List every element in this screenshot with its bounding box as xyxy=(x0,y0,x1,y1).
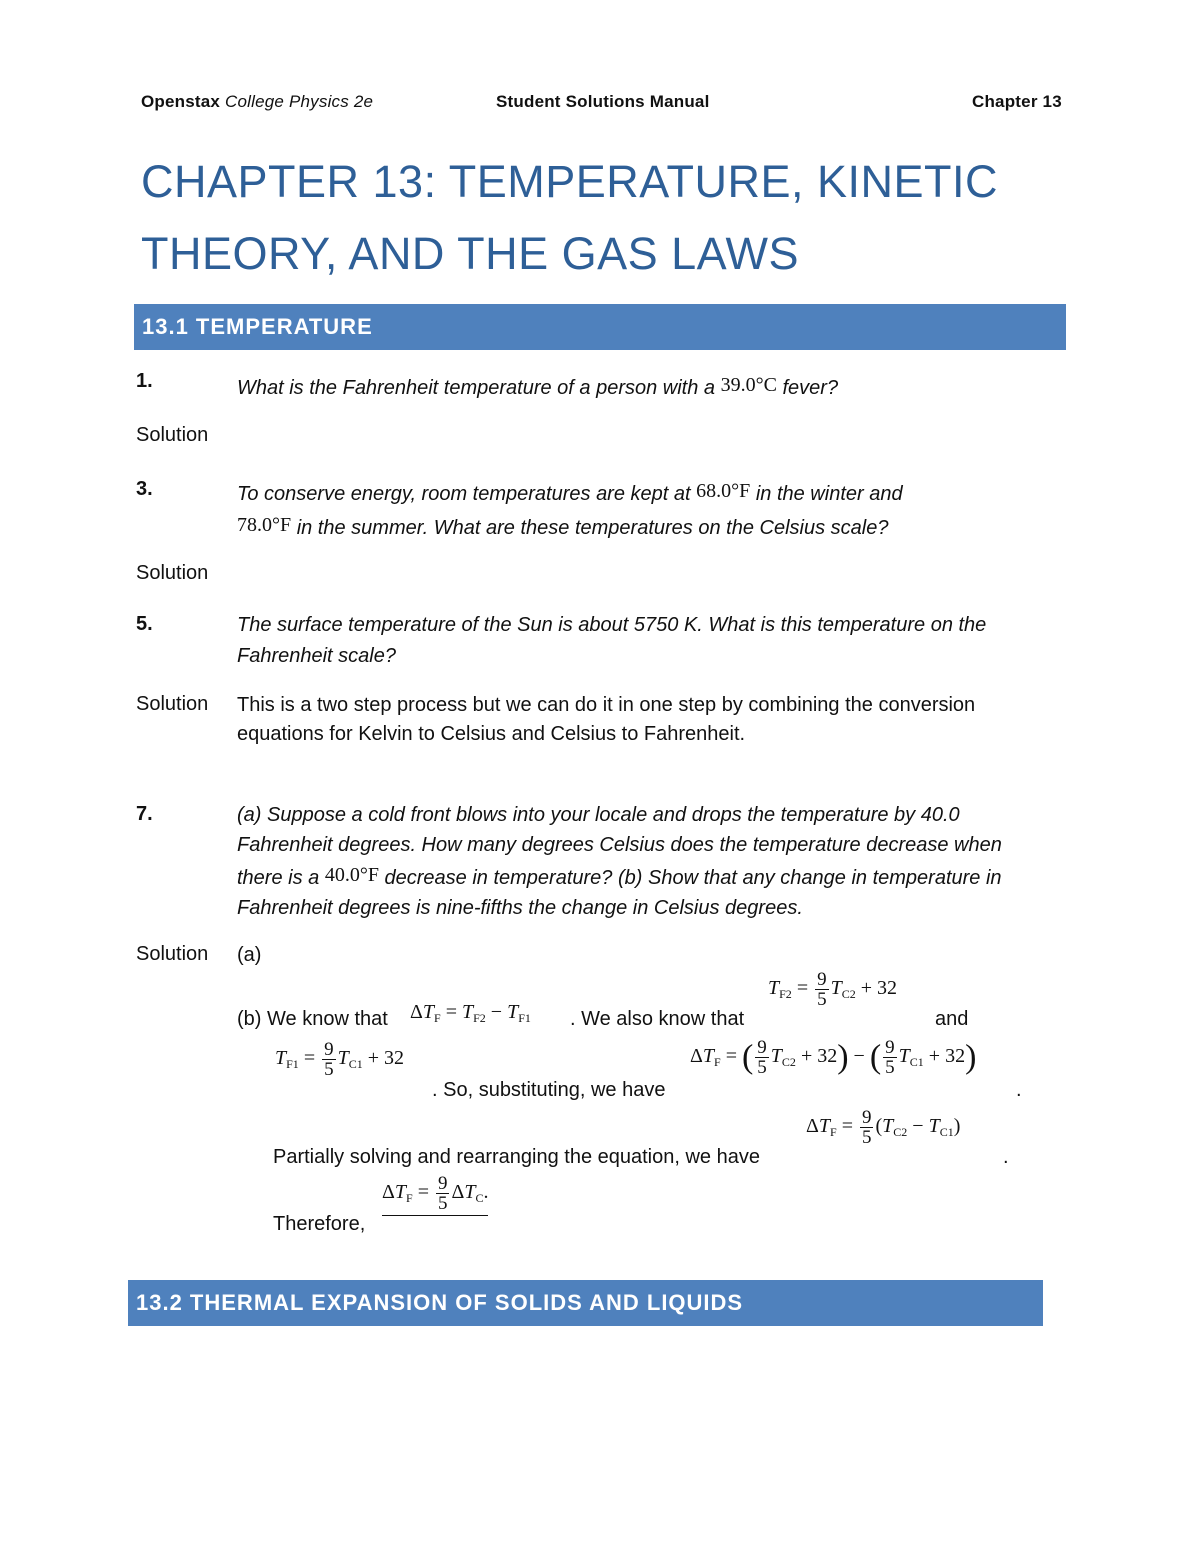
solution-part-a: (a) xyxy=(237,944,262,966)
equation-delta-tf: $\Delta T_F = T_{F2} - T_{F1}$ xyxy=(410,1001,531,1025)
temperature-value: 40.0°F xyxy=(324,864,379,886)
header-left: Openstax College Physics 2e xyxy=(141,92,374,111)
problem-number: 7. xyxy=(136,803,153,825)
problem-number: 5. xyxy=(136,613,153,635)
equation-tf2: $T_{F2}$ = $\frac{9}{5}$ $T_{C2} + 32$ xyxy=(768,969,898,1010)
solution-text: Therefore, xyxy=(273,1213,366,1235)
solution-text: (b) We know that xyxy=(237,1008,388,1030)
problem-3-question: To conserve energy, room temperatures are kept at 68.0°F in the winter and 78.0°F in the summer. What are these temperatures on the Celsius scale? xyxy=(237,480,903,539)
period: . xyxy=(1003,1146,1009,1168)
solution-label: Solution xyxy=(136,943,209,965)
problem-number: 1. xyxy=(136,370,153,392)
section-heading-13-1: 13.1 TEMPERATURE xyxy=(134,304,1066,350)
equation-tf1: $T_{F1}$ = $\frac{9}{5}$ $T_{C1} + 32$ xyxy=(275,1039,405,1080)
period: . xyxy=(1016,1079,1022,1101)
solution-label: Solution xyxy=(136,693,209,715)
temperature-value: 78.0°F xyxy=(237,514,292,536)
solution-text: Partially solving and rearranging the equation, we have xyxy=(273,1146,760,1168)
temperature-value: 39.0°C xyxy=(720,374,777,396)
section-heading-13-2: 13.2 THERMAL EXPANSION OF SOLIDS AND LIQUIDS xyxy=(128,1280,1043,1326)
header-center: Student Solutions Manual xyxy=(496,92,710,111)
problem-1-question: What is the Fahrenheit temperature of a person with a 39.0°C fever? xyxy=(237,374,839,399)
problem-5-question: The surface temperature of the Sun is about 5750 K. What is this temperature on the Fahrenheit scale? xyxy=(237,614,987,667)
equation-substituted: $\Delta T_F$ = ( $\frac{9}{5}$ $T_{C2} + 32$) − ( $\frac{9}{5}$ $T_{C1} + 32$) xyxy=(690,1037,977,1078)
problem-number: 3. xyxy=(136,478,153,500)
solution-text: and xyxy=(935,1008,969,1030)
equation-final-result: $\Delta T_F$ = $\frac{9}{5}$ $\Delta T_C$. xyxy=(382,1173,489,1214)
solution-label: Solution xyxy=(136,424,209,446)
solution-text: . So, substituting, we have xyxy=(432,1079,666,1101)
problem-5-solution: This is a two step process but we can do it in one step by combining the conversion equations for Kelvin to Celsius and Celsius to Fahrenheit. xyxy=(237,694,976,745)
header-right: Chapter 13 xyxy=(972,92,1062,111)
equation-rearranged: $\Delta T_F$ = $\frac{9}{5}$ $(T_{C2} - T_{C1})$ xyxy=(806,1107,961,1148)
solution-label: Solution xyxy=(136,562,209,584)
temperature-value: 68.0°F xyxy=(696,480,751,502)
problem-7-question: (a) Suppose a cold front blows into your locale and drops the temperature by 40.0 Fahrenheit degrees. How many degrees Celsius does the temperature decrease when there is a 40.0°F decrease in temperature? (b) Show that any change in temperature in Fahrenheit degrees is nine-fifths the change in Celsius degrees. xyxy=(237,804,1002,919)
solution-text: . We also know that xyxy=(570,1008,745,1030)
chapter-title: CHAPTER 13: TEMPERATURE, KINETIC THEORY, AND THE GAS LAWS xyxy=(141,156,998,279)
